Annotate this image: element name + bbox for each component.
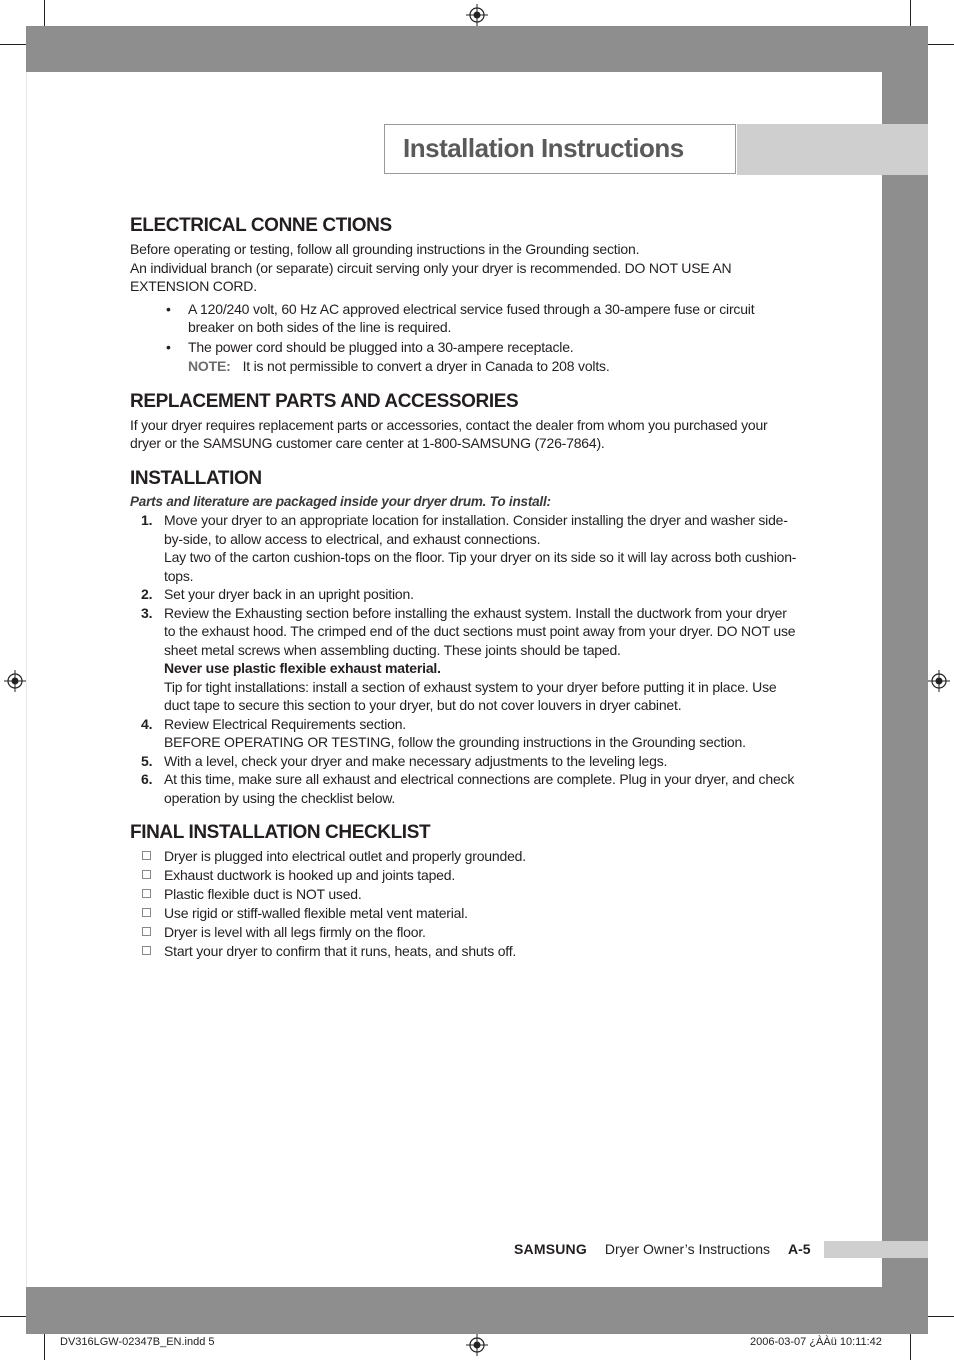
registration-mark-icon [4,670,26,692]
checklist-section [130,821,800,961]
paragraph: Before operating or testing, follow all grounding instructions in the Grounding section. [130,241,640,257]
checklist-text: Exhaust ductwork is hooked up and joints taped. [164,867,456,883]
crop-mark [44,0,45,26]
bullet-icon: • [166,300,171,317]
bottom-gray-band [26,1287,928,1334]
paragraph: An individual branch (or separate) circuit serving only your dryer is recommended. DO NOT USE AN EXTENSION CORD. [130,259,732,294]
crop-mark [928,1316,954,1317]
step-text: Move your dryer to an appropriate location for installation. Consider installing the dryer and washer side-by-side, to allow access to electrical, and exhaust connections. [164,512,788,547]
paragraph: If your dryer requires replacement parts or accessories, contact the dealer from whom you purchased your dryer or the SAMSUNG customer care center at 1-800-SAMSUNG (726-7864). [130,416,768,451]
step-number: 2. [141,586,153,602]
crop-mark [928,44,954,45]
step-number: 4. [141,715,153,732]
electrical-section [130,214,800,376]
checklist-text: Use rigid or stiff-walled flexible metal vent material. [164,905,468,921]
checkbox-icon [142,946,151,955]
page-footer [514,1241,811,1257]
page-title: Installation Instructions [403,133,684,163]
section-heading: REPLACEMENT PARTS AND ACCESSORIES [130,390,519,412]
bullet-icon: • [166,338,171,355]
step-item [130,715,800,752]
checklist-item [130,923,800,942]
list-item [166,300,800,337]
title-tab-decoration [737,124,928,175]
crop-mark [0,1316,26,1317]
step-item [130,511,800,585]
document-name: Dryer Owner’s Instructions [604,1241,771,1257]
brand-name: SAMSUNG [514,1241,587,1257]
footer-tab-decoration [824,1241,928,1258]
checklist-text: Start your dryer to confirm that it runs, heats, and shuts off. [164,943,517,959]
step-text: Review the Exhausting section before installing the exhaust system. Install the ductwork from your dryer to the exhaust hood. The crimped end of the duct sections must point away from your dryer. DO NOT use sheet metal screws when assembling ducting. These joints should be taped. [164,604,796,658]
note [130,357,800,376]
section-heading: ELECTRICAL CONNE CTIONS [130,215,392,236]
step-text: Review Electrical Requirements section. [164,715,406,732]
checklist-text: Dryer is plugged into electrical outlet and properly grounded. [164,848,526,864]
step-item [130,770,800,807]
steps-list [130,511,800,807]
checkbox-icon [142,908,151,917]
tip-text: Tip for tight installations: install a section of exhaust system to your dryer before putting it in place. Use duct tape to secure this section to your dryer, but do not cover louvers in dryer cabinet. [164,678,777,713]
registration-mark-icon [928,670,950,692]
checklist-item [130,942,800,961]
checklist-text: Plastic flexible duct is NOT used. [164,886,362,902]
list-item-text: The power cord should be plugged into a 30-ampere receptacle. [188,338,574,355]
right-gray-band [882,26,928,1334]
checklist-item [130,847,800,866]
list-item-text: A 120/240 volt, 60 Hz AC approved electrical service fused through a 30-ampere fuse or circuit breaker on both sides of the line is required. [188,300,755,335]
checkbox-icon [142,870,151,879]
step-number: 3. [141,604,153,621]
crop-mark [910,0,911,26]
checklist-item [130,866,800,885]
step-text: BEFORE OPERATING OR TESTING, follow the grounding instructions in the Grounding section. [164,734,746,750]
note-text: It is not permissible to convert a dryer in Canada to 208 volts. [242,358,610,374]
step-item [130,585,800,604]
checkbox-icon [142,889,151,898]
crop-mark [0,44,26,45]
note-label: NOTE: [188,358,231,374]
checklist [130,847,800,961]
main-content [130,214,800,975]
checklist-item [130,904,800,923]
step-item [130,752,800,771]
left-margin-strip [26,72,43,1287]
top-gray-band [26,26,928,72]
step-item [130,604,800,715]
bullet-list [130,300,800,357]
page-number: A-5 [787,1241,811,1257]
step-number: 1. [141,512,153,528]
step-text: With a level, check your dryer and make necessary adjustments to the leveling legs. [164,752,668,769]
step-number: 6. [141,771,153,787]
crop-mark [910,1334,911,1360]
section-heading: FINAL INSTALLATION CHECKLIST [130,822,431,843]
step-text: At this time, make sure all exhaust and electrical connections are complete. Plug in your dryer, and check operation by using the checklist below. [164,771,795,806]
installation-section [130,467,800,808]
crop-mark [44,1334,45,1360]
registration-mark-icon [466,1334,488,1356]
checkbox-icon [142,927,151,936]
registration-mark-icon [466,4,488,26]
title-box [384,124,736,174]
step-number: 5. [141,752,153,769]
section-heading: INSTALLATION [130,467,262,489]
checklist-item [130,885,800,904]
step-text: Lay two of the carton cushion-tops on the floor. Tip your dryer on its side so it will lay across both cushion-tops. [164,549,797,584]
slug-datetime: 2006-03-07 ¿ÀÀü 10:11:42 [750,1336,882,1348]
step-text: Set your dryer back in an upright position. [164,586,414,602]
slug-filename: DV316LGW-02347B_EN.indd 5 [60,1336,215,1348]
replacement-section [130,390,800,453]
warning-text: Never use plastic flexible exhaust material. [164,660,441,676]
intro-text: Parts and literature are packaged inside your dryer drum. To install: [130,493,551,509]
checkbox-icon [142,851,151,860]
checklist-text: Dryer is level with all legs firmly on the floor. [164,924,426,940]
list-item [166,338,800,357]
